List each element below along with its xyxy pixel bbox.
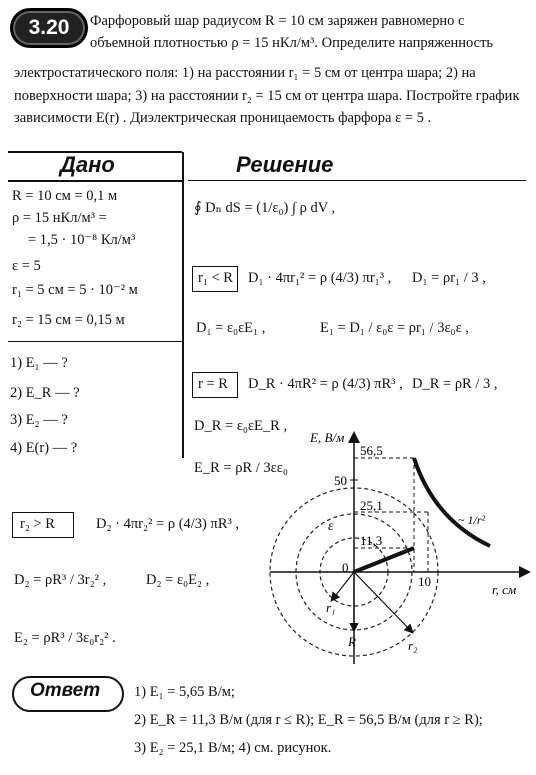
divider-vertical: [182, 152, 184, 458]
problem-text-2: электростатического поля: 1) на расстоянии r₁ = 5 см от центра шара; 2) на поверхности шара; 3) на расстоянии r₂ = 15 см от центра шара. Постройте график зависимости E(r) . Диэлектрическая проницаемость фарфора ε = 5 .: [14, 65, 520, 126]
eq1b: D₁ = ρr₁ / 3 ,: [412, 270, 486, 286]
solution-header: Решение: [236, 152, 334, 177]
answer-label: Ответ: [30, 680, 101, 701]
e-inside-line: [354, 548, 414, 572]
origin-label: 0: [342, 560, 349, 575]
y-tick-50: 50: [334, 473, 347, 488]
x-axis-label: r, см: [492, 582, 517, 597]
r1-label: r₁: [326, 600, 336, 615]
given-header: Дано: [60, 152, 115, 177]
given-item: ρ = 15 нКл/м³ =: [12, 210, 107, 226]
e-outside-curve: [414, 458, 490, 546]
r2-label: r₂: [408, 638, 418, 653]
find-item: 1) E₁ — ?: [10, 355, 68, 371]
eq2a: D_R · 4πR² = ρ (4/3) πR³ ,: [248, 376, 403, 392]
given-header-rule: [8, 180, 182, 182]
r1-vector: [332, 572, 354, 600]
solution-header-rule: [188, 180, 526, 181]
level-11-3: 11,3: [360, 533, 383, 548]
eq1c: D₁ = ε₀εE₁ ,: [196, 320, 266, 336]
eq1d: E₁ = D₁ / ε₀ε = ρr₁ / 3ε₀ε ,: [320, 320, 469, 336]
problem-number-badge: 3.20: [10, 8, 88, 48]
level-56-5: 56,5: [360, 443, 383, 458]
eq1a: D₁ · 4πr₁² = ρ (4/3) πr₁³ ,: [248, 270, 392, 286]
find-item: 2) E_R — ?: [10, 385, 80, 401]
curve-label: ~ 1/r²: [458, 513, 486, 527]
R-label: R: [348, 634, 356, 649]
eq3a: D₂ · 4πr₂² = ρ (4/3) πR³ ,: [96, 516, 240, 532]
given-item: ε = 5: [12, 258, 41, 274]
case3-label: r₂ > R: [20, 516, 55, 532]
find-rule: [8, 341, 182, 342]
find-item: 3) E₂ — ?: [10, 412, 68, 428]
given-item: r₁ = 5 см = 5 · 10⁻² м: [12, 282, 138, 298]
y-axis-label: E, В/м: [310, 430, 345, 445]
case2-label: r = R: [198, 376, 228, 392]
case1-label: r₁ < R: [198, 270, 233, 286]
eq2b: D_R = ρR / 3 ,: [412, 376, 498, 392]
x-tick-10: 10: [418, 574, 431, 589]
given-item: R = 10 см = 0,1 м: [12, 188, 118, 204]
given-item: = 1,5 · 10⁻⁸ Кл/м³: [28, 232, 136, 248]
gauss-law: ∮ Dₙ dS = (1/ε₀) ∫ ρ dV ,: [194, 200, 336, 216]
eq3d: E₂ = ρR³ / 3ε₀r₂² .: [14, 630, 116, 646]
answer-line-1: 1) E₁ = 5,65 В/м;: [134, 684, 235, 700]
epsilon-label: ε: [328, 519, 334, 534]
e-of-r-graph: [262, 428, 532, 668]
problem-text-1: Фарфоровый шар радиусом R = 10 см заряжен равномерно с объемной плотностью ρ = 15 нКл/м³. Определите напряженность: [90, 13, 494, 51]
eq2c: D_R = ε₀εE_R ,: [194, 418, 288, 434]
answer-line-3: 3) E₂ = 25,1 В/м; 4) см. рисунок.: [134, 740, 332, 756]
level-25-1: 25,1: [360, 498, 383, 513]
answer-line-2: 2) E_R = 11,3 В/м (для r ≤ R); E_R = 56,5 В/м (для r ≥ R);: [134, 712, 483, 728]
eq3b: D₂ = ρR³ / 3r₂² ,: [14, 572, 107, 588]
given-item: r₂ = 15 см = 0,15 м: [12, 312, 125, 328]
eq3c: D₂ = ε₀E₂ ,: [146, 572, 210, 588]
eq2d: E_R = ρR / 3εε₀: [194, 460, 288, 476]
find-item: 4) E(r) — ?: [10, 440, 78, 456]
